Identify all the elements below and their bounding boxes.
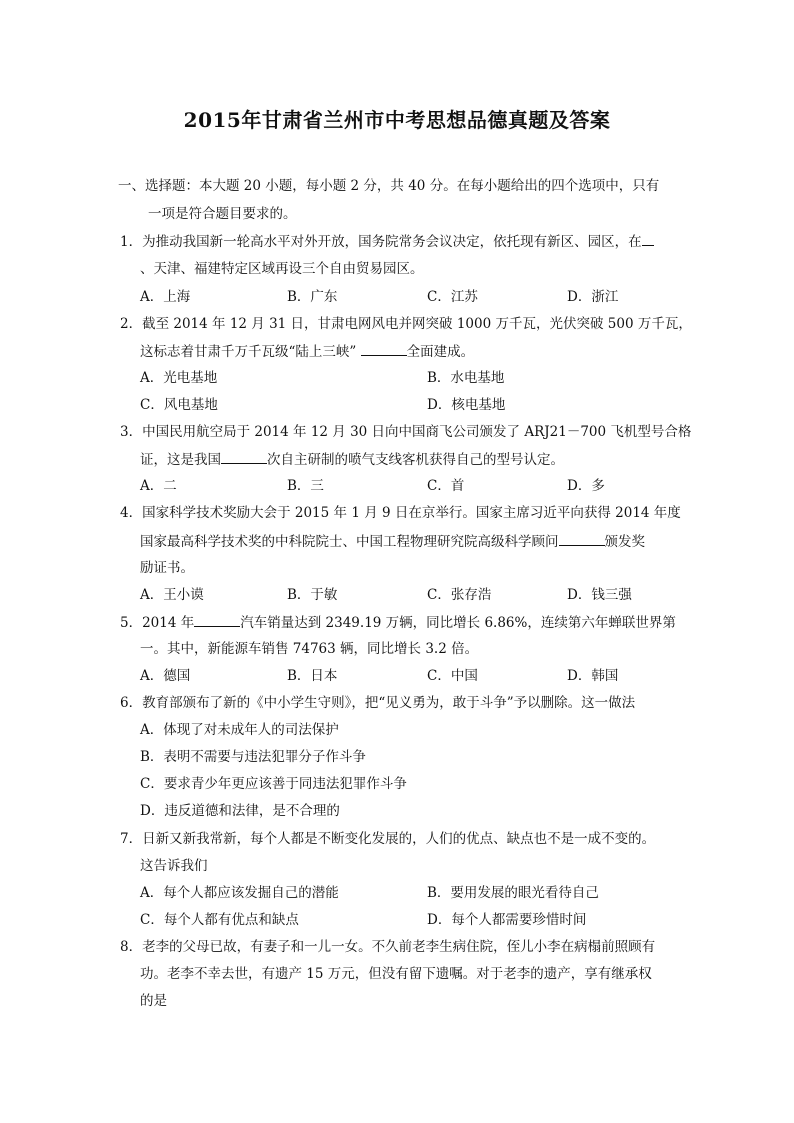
question-6-option-a: A．体现了对未成年人的司法保护 <box>140 722 339 738</box>
question-4-line2 <box>140 531 645 552</box>
question-4-option-d: D．钱三强 <box>567 587 632 603</box>
question-5-line2: 一。其中，新能源车销售 74763 辆，同比增长 3.2 倍。 <box>140 641 479 657</box>
question-8-line2: 功。老李不幸去世，有遗产 15 万元，但没有留下遗嘱。对于老李的遗产，享有继承权 <box>140 966 652 982</box>
page-title: 2015年甘肃省兰州市中考思想品德真题及答案 <box>183 108 611 132</box>
question-3-line1: 3．中国民用航空局于 2014 年 12 月 30 日向中国商飞公司颁发了 ARJ21－700 飞机型号合格 <box>120 424 692 440</box>
question-7-line2: 这告诉我们 <box>140 858 208 874</box>
question-1-line2: 、天津、福建特定区域再设三个自由贸易园区。 <box>140 261 424 277</box>
answer-blank <box>194 612 240 627</box>
question-5-option-c: C．中国 <box>427 668 478 684</box>
question-2-option-b: B．水电基地 <box>427 370 505 386</box>
question-5-option-b: B．日本 <box>287 668 338 684</box>
question-1-option-b: B．广东 <box>287 289 338 305</box>
question-3-line2 <box>140 449 564 470</box>
question-4-option-c: C．张存浩 <box>427 587 492 603</box>
question-4-line1: 4．国家科学技术奖励大会于 2015 年 1 月 9 日在京举行。国家主席习近平向获得 2014 年度 <box>120 505 681 521</box>
question-6-line1: 6．教育部颁布了新的《中小学生守则》，把“见义勇为，敢于斗争”予以删除。这一做法 <box>120 695 636 711</box>
question-1-option-c: C．江苏 <box>427 289 478 305</box>
question-3-option-d: D．多 <box>567 478 605 494</box>
question-7-option-b: B．要用发展的眼光看待自己 <box>427 885 599 901</box>
question-2-option-d: D．核电基地 <box>427 397 506 413</box>
question-8-line1: 8．老李的父母已故，有妻子和一儿一女。不久前老李生病住院，侄儿小李在病榻前照顾有 <box>120 939 656 955</box>
question-3-option-a: A．二 <box>140 478 177 494</box>
question-6-option-b: B．表明不需要与违法犯罪分子作斗争 <box>140 749 366 765</box>
question-1-text: 1．为推动我国新一轮高水平对外开放，国务院常务会议决定，依托现有新区、园区，在 <box>120 234 642 250</box>
question-7-option-a: A．每个人都应该发掘自己的潜能 <box>140 885 339 901</box>
question-2-line1: 2．截至 2014 年 12 月 31 日，甘肃电网风电并网突破 1000 万千瓦，光伏突破 500 万千瓦， <box>120 316 692 332</box>
question-2-line2 <box>140 341 474 362</box>
question-5-option-d: D．韩国 <box>567 668 619 684</box>
question-5-option-a: A．德国 <box>140 668 191 684</box>
question-2-option-a: A．光电基地 <box>140 370 218 386</box>
question-8-line3: 的是 <box>140 993 167 1009</box>
question-1-option-d: D．浙江 <box>567 289 619 305</box>
question-4-option-a: A．王小谟 <box>140 587 204 603</box>
answer-blank <box>221 449 267 464</box>
section-instruction-line1: 一、选择题：本大题 20 小题，每小题 2 分，共 40 分。在每小题给出的四个选项中，只有 <box>118 178 660 194</box>
section-instruction-line2: 一项是符合题目要求的。 <box>148 206 297 222</box>
answer-blank <box>361 341 407 356</box>
answer-blank <box>642 231 654 246</box>
question-2-option-c: C．风电基地 <box>140 397 218 413</box>
question-6-option-c: C．要求青少年更应该善于同违法犯罪作斗争 <box>140 776 407 792</box>
question-2-text-b: 全面建成。 <box>406 344 475 360</box>
question-7-option-c: C．每个人都有优点和缺点 <box>140 912 299 928</box>
question-3-text-b: 次自主研制的喷气支线客机获得自己的型号认定。 <box>267 452 564 468</box>
question-6-option-d: D．违反道德和法律，是不合理的 <box>140 803 340 819</box>
question-4-option-b: B．于敏 <box>287 587 338 603</box>
question-3-option-b: B．三 <box>287 478 324 494</box>
answer-blank <box>559 531 605 546</box>
question-5-text-b: 汽车销量达到 2349.19 万辆，同比增长 6.86%，连续第六年蝉联世界第 <box>240 615 676 631</box>
question-1-line1 <box>120 231 654 252</box>
question-7-option-d: D．每个人都需要珍惜时间 <box>427 912 587 928</box>
question-2-text-a: 这标志着甘肃千万千瓦级“陆上三峡” <box>140 344 357 360</box>
question-5-text-a: 5．2014 年 <box>120 615 195 631</box>
question-3-option-c: C．首 <box>427 478 465 494</box>
question-4-line3: 励证书。 <box>140 560 194 576</box>
question-5-line1 <box>120 612 676 633</box>
question-4-text-b: 颁发奖 <box>604 534 645 550</box>
question-3-text-a: 证，这是我国 <box>140 452 221 468</box>
question-7-line1: 7．日新又新我常新，每个人都是不断变化发展的，人们的优点、缺点也不是一成不变的。 <box>120 831 656 847</box>
question-1-option-a: A．上海 <box>140 289 191 305</box>
question-4-text-a: 国家最高科学技术奖的中科院院士、中国工程物理研究院高级科学顾问 <box>140 534 559 550</box>
